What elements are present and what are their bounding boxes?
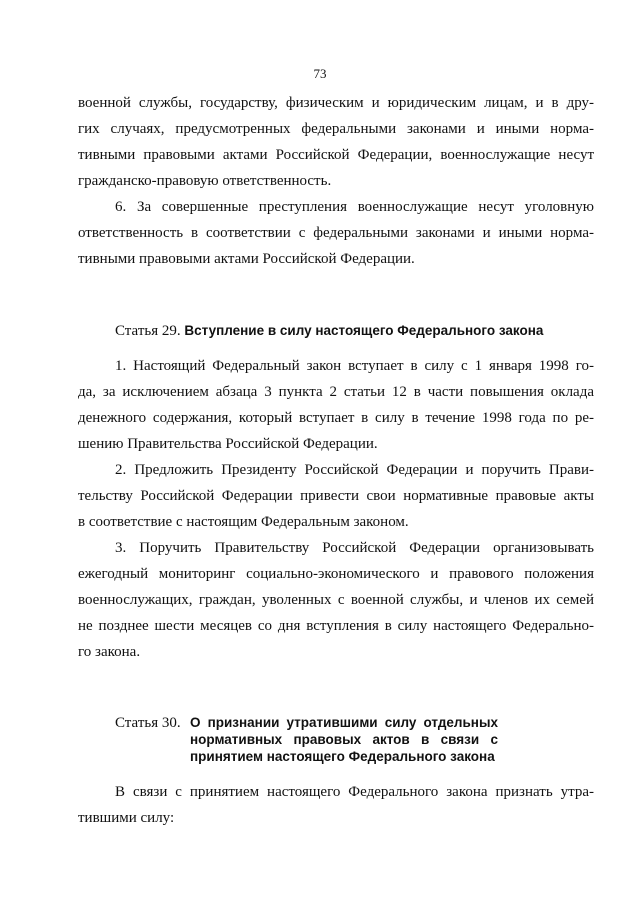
paragraph-line: тельству Российской Федерации привести свои нормативные правовые акты [78,488,594,504]
paragraph-line: тивными правовыми актами Российской Федерации, военнослужащие несут [78,147,594,163]
article-29-heading [115,322,543,340]
paragraph-line: 2. Предложить Президенту Российской Федерации и поручить Прави- [115,462,594,478]
paragraph-line: 1. Настоящий Федеральный закон вступает в силу с 1 января 1998 го- [115,358,594,374]
paragraph-line: ответственность в соответствии с федеральными законами и иными норма- [78,225,594,241]
paragraph-line: гих случаях, предусмотренных федеральными законами и иными норма- [78,121,594,137]
paragraph-line: да, за исключением абзаца 3 пункта 2 статьи 12 в части повышения оклада [78,384,594,400]
article-30-label: Статья 30. [115,715,181,731]
article-29-title: Вступление в силу настоящего Федерального закона [184,323,544,338]
paragraph-line: военной службы, государству, физическим и юридическим лицам, и в дру- [78,95,594,111]
article-30-title-line: О признании утратившими силу отдельных [190,715,498,730]
paragraph-line: денежного содержания, который вступает в силу в течение 1998 года по ре- [78,410,594,426]
paragraph-line: 6. За совершенные преступления военнослужащие несут уголовную [115,199,594,215]
article-30-title-line: нормативных правовых актов в связи с [190,732,498,747]
paragraph-line: тивными правовыми актами Российской Федерации. [78,251,415,267]
article-30-title-line: принятием настоящего Федерального закона [190,749,495,764]
paragraph-line: ежегодный мониторинг социально-экономического и правового положения [78,566,594,582]
paragraph-line: гражданско-правовую ответственность. [78,173,332,189]
paragraph-line: В связи с принятием настоящего Федерального закона признать утра- [115,784,594,800]
paragraph-line: шению Правительства Российской Федерации. [78,436,378,452]
paragraph-line: 3. Поручить Правительству Российской Федерации организовывать [115,540,594,556]
paragraph-line: военнослужащих, граждан, уволенных с военной службы, и членов их семей [78,592,594,608]
article-29-label: Статья 29. [115,323,181,339]
paragraph-line: в соответствие с настоящим Федеральным законом. [78,514,409,530]
paragraph-line: тившими силу: [78,810,175,826]
paragraph-line: го закона. [78,644,141,660]
page-number: 73 [313,66,327,81]
paragraph-line: не позднее шести месяцев со дня вступления в силу настоящего Федерально- [78,618,594,634]
